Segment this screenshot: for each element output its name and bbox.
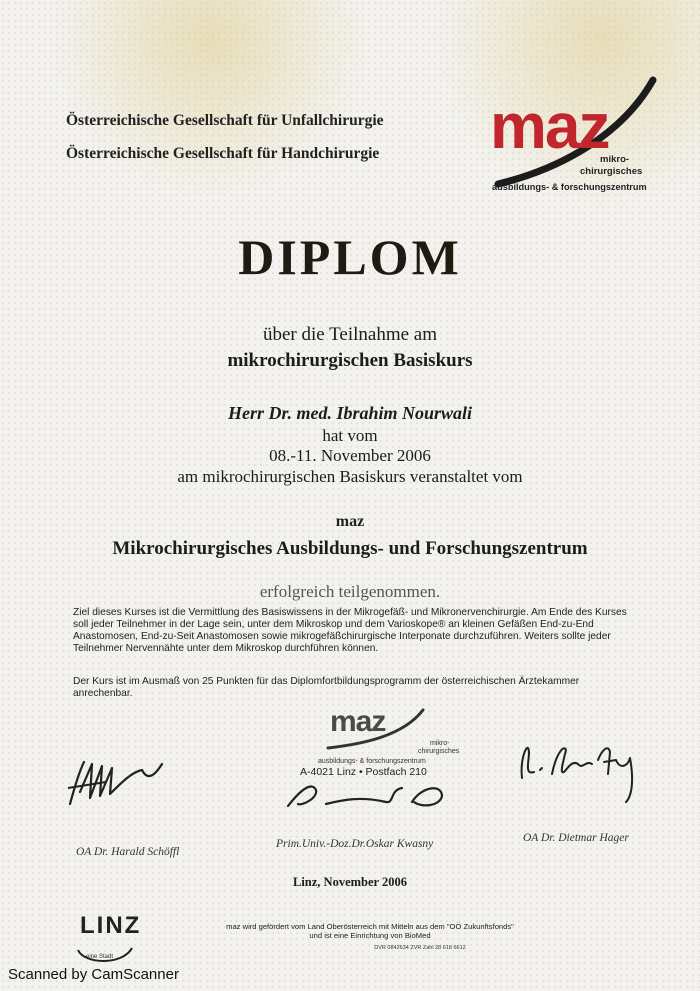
footer-note-line-1: maz wird gefördert vom Land Oberösterreich mit Mitteln aus dem "OÖ Zukunftsfonds" bbox=[226, 922, 514, 931]
signature-left bbox=[62, 752, 172, 812]
result-text: erfolgreich teilgenommen. bbox=[259, 582, 441, 601]
maz-logo-wordmark: maz bbox=[490, 90, 609, 162]
linz-logo-tagline: eine Stadt bbox=[86, 954, 114, 960]
course-goal-paragraph: Ziel dieses Kurses ist die Vermittlung des Basiswissens in der Mikrogefäß- und Mikronervenchirurgie. Am Ende des Kurses soll jeder Teilnehmer in der Lage sein, unter dem Mikroskop und dem Varioskope® an kleinen Gefäßen End-zu-End Anastomosen, End-zu-Seit Anastomosen sowie mikrogefäßchirurgische Interponate durchzuführen. Weiters sollte jeder Teilnehmer Nervennähte unter dem Mikroskop durchführen können. bbox=[73, 607, 627, 654]
maz-logo-line-2: chirurgisches bbox=[580, 166, 643, 177]
stamp-wordmark: maz bbox=[330, 705, 386, 738]
stamp-line-3: ausbildungs- & forschungszentrum bbox=[318, 758, 426, 765]
stamp-line-2: chirurgisches bbox=[418, 748, 460, 755]
society-name-1: Österreichische Gesellschaft für Unfallchirurgie bbox=[66, 112, 384, 129]
course-name: mikrochirurgischen Basiskurs bbox=[227, 350, 473, 371]
diploma-title: DIPLOM bbox=[238, 229, 462, 285]
maz-logo-line-1: mikro- bbox=[600, 154, 630, 165]
maz-logo bbox=[488, 72, 663, 200]
stamp-address: A-4021 Linz • Postfach 210 bbox=[300, 766, 427, 778]
recipient-name: Herr Dr. med. Ibrahim Nourwali bbox=[227, 403, 473, 423]
org-short-name: maz bbox=[335, 513, 365, 530]
signatory-center: Prim.Univ.-Doz.Dr.Oskar Kwasny bbox=[276, 838, 434, 850]
signatory-left: OA Dr. Harald Schöffl bbox=[76, 846, 180, 858]
footer-dvr: DVR 0842634 ZVR Zahl 28 618 6612 bbox=[374, 945, 466, 951]
linz-logo-text: LINZ bbox=[80, 912, 142, 939]
stamp-line-1: mikro- bbox=[430, 740, 450, 747]
organized-by-text: am mikrochirurgischen Basiskurs veranstaltet vom bbox=[177, 467, 523, 486]
footer-note bbox=[190, 922, 550, 940]
scanner-watermark: Scanned by CamScanner bbox=[8, 966, 179, 983]
credits-paragraph: Der Kurs ist im Ausmaß von 25 Punkten für das Diplomfortbildungsprogramm der österreichischen Ärztekammer anrechenbar. bbox=[73, 676, 580, 699]
intro-text: über die Teilnahme am bbox=[262, 324, 437, 345]
hat-vom-text: hat vom bbox=[322, 426, 378, 445]
signature-center bbox=[282, 776, 462, 816]
society-name-2: Österreichische Gesellschaft für Handchirurgie bbox=[66, 145, 380, 162]
place-date: Linz, November 2006 bbox=[293, 875, 407, 889]
signature-right bbox=[512, 740, 652, 810]
footer-note-line-2: und ist eine Einrichtung von BioMed bbox=[309, 931, 431, 940]
signatory-right: OA Dr. Dietmar Hager bbox=[523, 832, 629, 844]
maz-logo-line-3: ausbildungs- & forschungszentrum bbox=[492, 182, 647, 192]
linz-logo bbox=[70, 910, 140, 966]
course-dates: 08.-11. November 2006 bbox=[269, 446, 431, 465]
org-full-name: Mikrochirurgisches Ausbildungs- und Forschungszentrum bbox=[112, 538, 588, 559]
